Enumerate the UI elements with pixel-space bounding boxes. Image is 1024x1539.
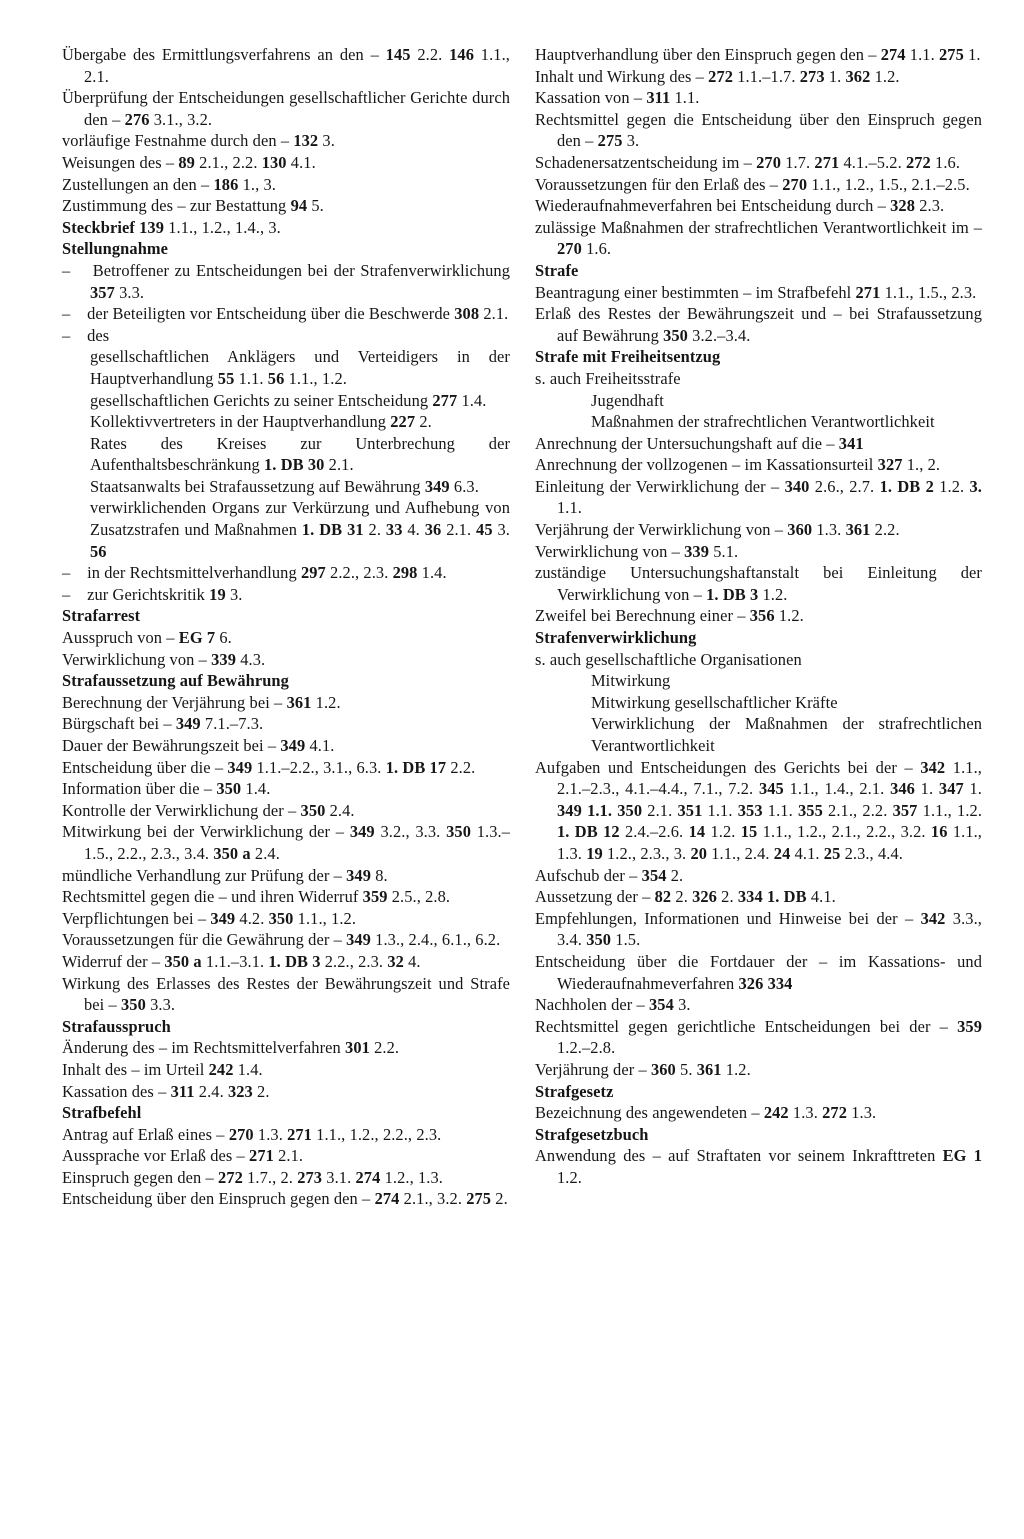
index-entry: – der Beteiligten vor Entscheidung über die Beschwerde 308 2.1. — [62, 304, 509, 324]
index-entry: zulässige Maßnahmen der strafrechtlichen Verantwortlichkeit im – 270 1.6. — [535, 217, 982, 259]
index-entry: Rechtsmittel gegen gerichtliche Entscheidungen bei der – 359 1.2.–2.8. — [535, 1016, 982, 1058]
index-entry: Aussetzung der – 82 2. 326 2. 334 1. DB 4.1. — [535, 887, 836, 907]
index-entry: Staatsanwalts bei Strafaussetzung auf Bewährung 349 6.3. — [90, 476, 479, 496]
index-entry: Erlaß des Restes der Bewährungszeit und – bei Strafaussetzung auf Bewährung 350 3.2.–3.4. — [535, 304, 982, 345]
index-entry: zuständige Untersuchungshaftanstalt bei Einleitung der Verwirklichung von – 1. DB 3 1.2. — [535, 563, 982, 604]
index-entry: Entscheidung über den Einspruch gegen den – 274 2.1., 3.2. 275 2. — [62, 1189, 508, 1209]
index-heading: Strafgesetzbuch — [535, 1124, 649, 1144]
index-entry: Aussprache vor Erlaß des – 271 2.1. — [62, 1146, 304, 1166]
left-column — [62, 44, 510, 1210]
index-entry: Steckbrief 139 1.1., 1.2., 1.4., 3. — [62, 217, 281, 237]
index-entry: Einleitung der Verwirklichung der – 340 2.6., 2.7. 1. DB 2 1.2. 3. 1.1. — [535, 476, 983, 518]
index-entry: Rates des Kreises zur Unterbrechung der Aufenthaltsbeschränkung 1. DB 30 2.1. — [90, 433, 510, 475]
index-entry: gesellschaftlichen Anklägers und Verteidigers in der Hauptverhandlung 55 1.1. 56 1.1., 1.2. — [90, 347, 510, 388]
index-entry: Anwendung des – auf Straftaten vor seinem Inkrafttreten EG 1 1.2. — [535, 1146, 982, 1187]
index-entry: – des — [62, 325, 110, 345]
index-entry: Aufschub der – 354 2. — [535, 865, 684, 885]
index-entry: Bürgschaft bei – 349 7.1.–7.3. — [62, 714, 264, 734]
index-entry: Jugendhaft — [591, 390, 664, 410]
right-column — [535, 44, 982, 1188]
index-entry: Dauer der Bewährungszeit bei – 349 4.1. — [62, 736, 335, 755]
index-heading: Strafaussetzung auf Bewährung — [62, 671, 289, 691]
index-entry: Kontrolle der Verwirklichung der – 350 2.4. — [62, 800, 355, 820]
index-entry: Einspruch gegen den – 272 1.7., 2. 273 3.1. 274 1.2., 1.3. — [62, 1167, 443, 1187]
index-entry: verwirklichenden Organs zur Verkürzung und Aufhebung von Zusatzstrafen und Maßnahmen 1. DB 31 2. 33 4. 36 2.1. 45 3. 56 — [90, 498, 510, 561]
index-heading: Stellungnahme — [62, 239, 169, 259]
index-entry: Empfehlungen, Informationen und Hinweise bei der – 342 3.3., 3.4. 350 1.5. — [535, 908, 982, 950]
index-entry: Anrechnung der Untersuchungshaft auf die – 341 — [535, 433, 864, 453]
index-heading: Strafarrest — [62, 606, 141, 626]
index-entry: Weisungen des – 89 2.1., 2.2. 130 4.1. — [62, 152, 316, 172]
index-entry: Verjährung der – 360 5. 361 1.2. — [535, 1059, 751, 1079]
index-entry: Widerruf der – 350 a 1.1.–3.1. 1. DB 3 2.2., 2.3. 32 4. — [62, 951, 421, 971]
index-entry: Verwirklichung von – 339 5.1. — [535, 541, 739, 561]
index-entry: Hauptverhandlung über den Einspruch gegen den – 274 1.1. 275 1. — [535, 45, 981, 64]
index-entry: Rechtsmittel gegen die Entscheidung über den Einspruch gegen den – 275 3. — [535, 109, 982, 151]
index-entry: Kassation des – 311 2.4. 323 2. — [62, 1081, 270, 1101]
index-entry: Wiederaufnahmeverfahren bei Entscheidung durch – 328 2.3. — [535, 196, 945, 216]
index-entry: vorläufige Festnahme durch den – 132 3. — [62, 131, 335, 151]
index-heading: Strafenverwirklichung — [535, 628, 697, 648]
index-entry: Kassation von – 311 1.1. — [535, 88, 700, 108]
index-entry: Maßnahmen der strafrechtlichen Verantwortlichkeit — [591, 412, 935, 432]
index-entry: Änderung des – im Rechtsmittelverfahren 301 2.2. — [62, 1038, 400, 1058]
index-entry: Aufgaben und Entscheidungen des Gerichts bei der – 342 1.1., 2.1.–2.3., 4.1.–4.4., 7.1., 7.2. 345 1.1., 1.4., 2.1. 346 1. 347 1. 349 1.1. 350 2.1. 351 1.1. 353 1.1. 355 2.1., 2.2. 357 1.1., 1.2. 1. DB 12 2.4.–2.6. 14 1.2. 15 1.1., 1.2., 2.1., 2.2., 3.2. 16 1.1., 1.3. 19 1.2., 2.3., 3. 20 1.1., 2.4. 24 4.1. 25 2.3., 4.4. — [535, 757, 983, 863]
index-entry: Überprüfung der Entscheidungen gesellschaftlicher Gerichte durch den – 276 3.1., 3.2. — [62, 88, 510, 129]
index-entry: Rechtsmittel gegen die – und ihren Widerruf 359 2.5., 2.8. — [62, 887, 451, 907]
index-entry: Verjährung der Verwirklichung von – 360 1.3. 361 2.2. — [535, 520, 900, 540]
index-entry: Verpflichtungen bei – 349 4.2. 350 1.1., 1.2. — [62, 908, 357, 928]
index-entry: gesellschaftlichen Gerichts zu seiner Entscheidung 277 1.4. — [90, 390, 487, 410]
index-entry: Wirkung des Erlasses des Restes der Bewährungszeit und Strafe bei – 350 3.3. — [62, 973, 510, 1015]
index-entry: Voraussetzungen für den Erlaß des – 270 1.1., 1.2., 1.5., 2.1.–2.5. — [535, 174, 970, 194]
index-entry: mündliche Verhandlung zur Prüfung der – 349 8. — [62, 865, 388, 885]
index-entry: Information über die – 350 1.4. — [62, 779, 271, 799]
index-entry: Beantragung einer bestimmten – im Strafbefehl 271 1.1., 1.5., 2.3. — [535, 282, 977, 302]
index-entry: Zweifel bei Berechnung einer – 356 1.2. — [535, 606, 804, 626]
index-entry: Antrag auf Erlaß eines – 270 1.3. 271 1.1., 1.2., 2.2., 2.3. — [62, 1124, 442, 1144]
index-entry: Entscheidung über die – 349 1.1.–2.2., 3.1., 6.3. 1. DB 17 2.2. — [62, 757, 476, 777]
index-entry: Übergabe des Ermittlungsverfahrens an den – 145 2.2. 146 1.1., 2.1. — [62, 45, 510, 86]
index-entry: Schadenersatzentscheidung im – 270 1.7. 271 4.1.–5.2. 272 1.6. — [535, 152, 961, 172]
index-entry: Entscheidung über die Fortdauer der – im Kassations- und Wiederaufnahmeverfahren 326 334 — [535, 951, 982, 993]
index-entry: Kollektivvertreters in der Hauptverhandlung 227 2. — [90, 412, 432, 432]
index-entry: Zustimmung des – zur Bestattung 94 5. — [62, 196, 324, 216]
index-entry: s. auch Freiheitsstrafe — [535, 368, 681, 388]
index-entry: Zustellungen an den – 186 1., 3. — [62, 174, 276, 194]
index-entry: Verwirklichung der Maßnahmen der strafrechtlichen Verantwortlichkeit — [591, 714, 982, 755]
index-entry: Inhalt des – im Urteil 242 1.4. — [62, 1059, 263, 1079]
index-entry: Mitwirkung gesellschaftlicher Kräfte — [591, 692, 838, 712]
index-entry: Mitwirkung bei der Verwirklichung der – 349 3.2., 3.3. 350 1.3.–1.5., 2.2., 2.3., 3.4. 350 a 2.4. — [62, 822, 511, 863]
index-entry: Nachholen der – 354 3. — [535, 995, 691, 1015]
index-entry: Mitwirkung — [591, 671, 671, 691]
index-entry: Inhalt und Wirkung des – 272 1.1.–1.7. 273 1. 362 1.2. — [535, 66, 900, 86]
index-entry: Voraussetzungen für die Gewährung der – 349 1.3., 2.4., 6.1., 6.2. — [62, 930, 501, 950]
index-heading: Strafgesetz — [535, 1081, 614, 1101]
index-entry: – Betroffener zu Entscheidungen bei der Strafenverwirklichung 357 3.3. — [62, 260, 510, 302]
index-heading: Strafausspruch — [62, 1016, 171, 1036]
index-heading: Strafbefehl — [62, 1103, 142, 1123]
index-entry: – in der Rechtsmittelverhandlung 297 2.2., 2.3. 298 1.4. — [62, 563, 447, 583]
index-entry: – zur Gerichtskritik 19 3. — [62, 584, 243, 604]
index-entry: Ausspruch von – EG 7 6. — [62, 628, 232, 648]
index-entry: Verwirklichung von – 339 4.3. — [62, 649, 266, 669]
index-entry: Bezeichnung des angewendeten – 242 1.3. 272 1.3. — [535, 1103, 877, 1123]
index-entry: Berechnung der Verjährung bei – 361 1.2. — [62, 692, 341, 712]
index-entry: s. auch gesellschaftliche Organisationen — [535, 649, 802, 669]
index-heading: Strafe mit Freiheitsentzug — [535, 347, 721, 367]
index-heading: Strafe — [535, 260, 579, 280]
index-entry: Anrechnung der vollzogenen – im Kassationsurteil 327 1., 2. — [535, 455, 941, 475]
